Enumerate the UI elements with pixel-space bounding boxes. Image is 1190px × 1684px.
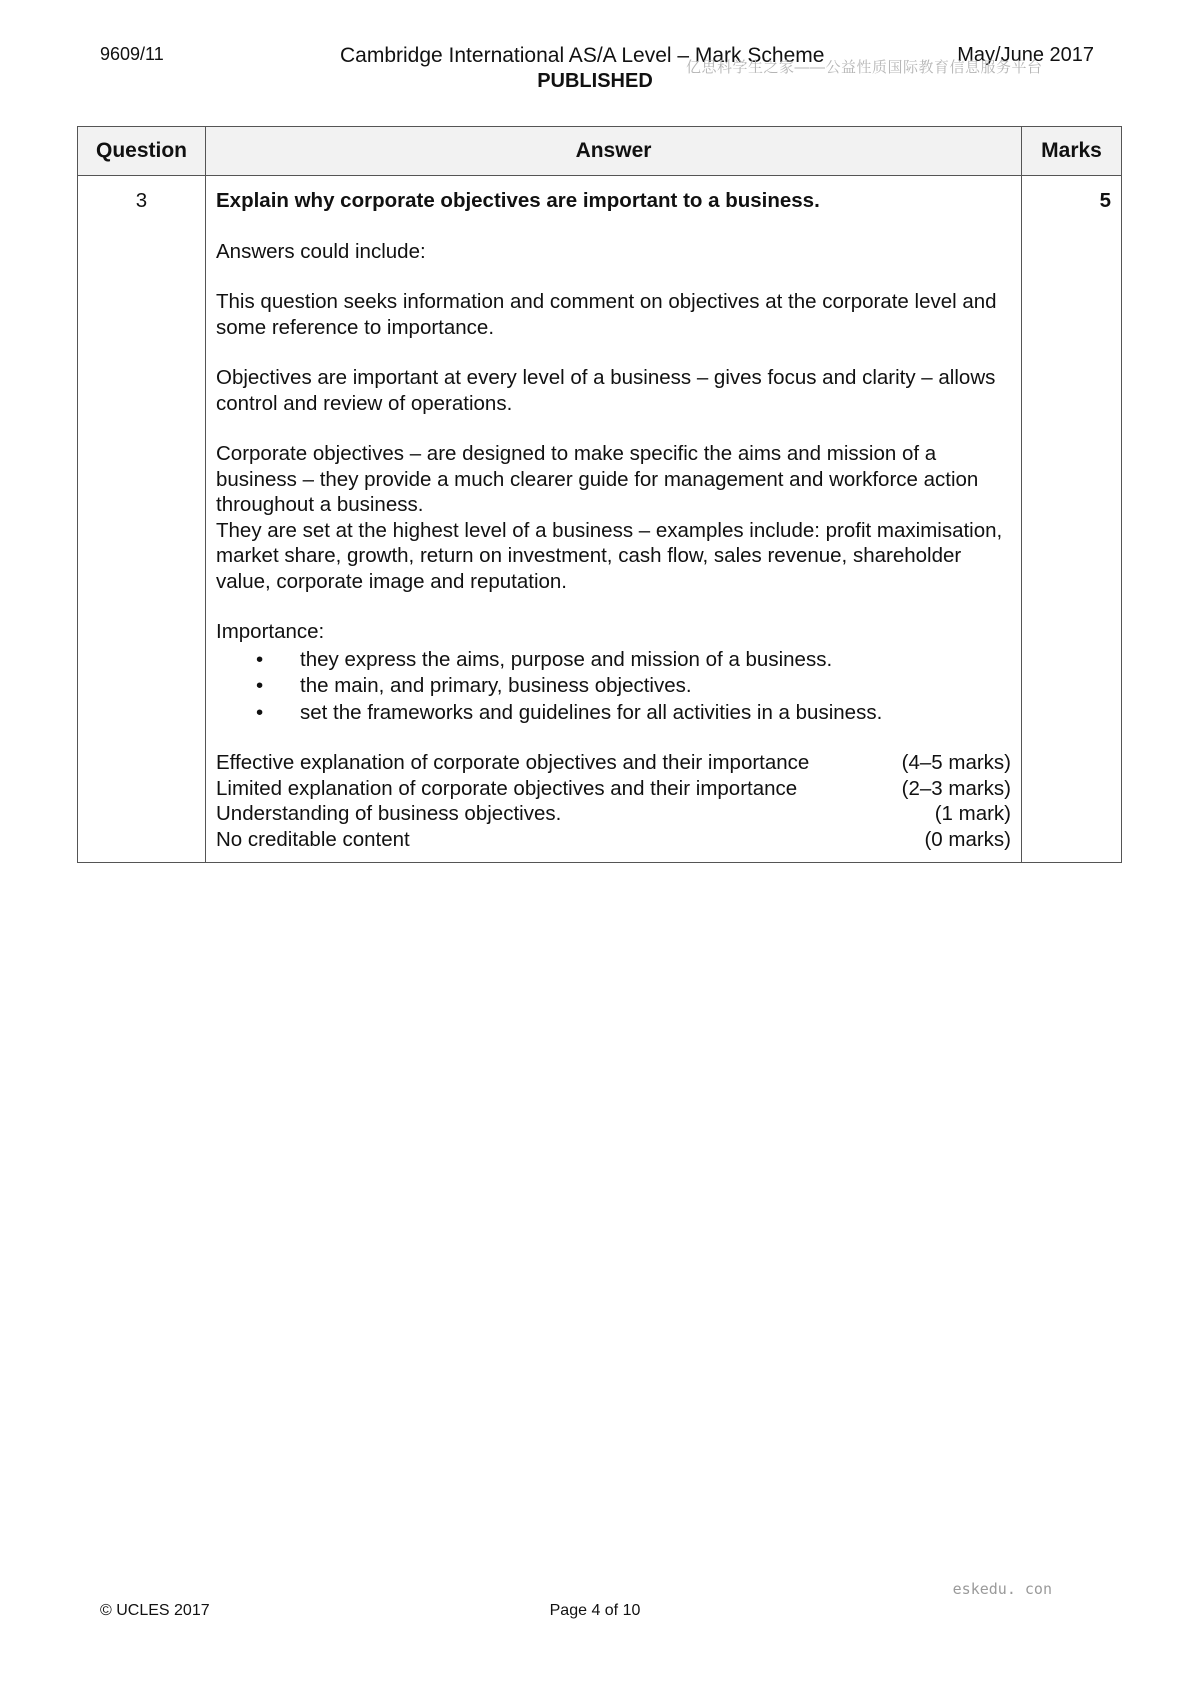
marks-column-header: Marks	[1022, 127, 1122, 176]
level-descriptor: Understanding of business objectives.	[216, 802, 562, 825]
question-prompt: Explain why corporate objectives are important to a business.	[216, 189, 820, 212]
site-watermark: eskedu. con	[952, 1580, 1052, 1598]
bullet-icon: •	[256, 674, 264, 697]
mark-scheme-table	[77, 126, 1122, 863]
list-item	[216, 673, 1011, 699]
level-row	[216, 750, 1011, 776]
answer-paragraph: This question seeks information and comment on objectives at the corporate level and some reference to importance.	[216, 290, 997, 339]
table-header-row	[78, 127, 1122, 176]
table-row	[78, 176, 1122, 863]
question-marks: 5	[1022, 176, 1122, 863]
levels-of-response	[216, 750, 1011, 852]
level-descriptor: Effective explanation of corporate objectives and their importance	[216, 751, 810, 774]
answer-paragraph: Objectives are important at every level of a business – gives focus and clarity – allows control and review of operations.	[216, 366, 996, 415]
answer-cell	[206, 176, 1022, 863]
list-item-text: set the frameworks and guidelines for all activities in a business.	[300, 700, 883, 724]
answer-column-header: Answer	[206, 127, 1022, 176]
importance-heading: Importance:	[216, 620, 325, 643]
list-item	[216, 647, 1011, 673]
level-marks: (4–5 marks)	[901, 751, 1011, 774]
published-label: PUBLISHED	[537, 70, 653, 92]
level-marks: (2–3 marks)	[901, 776, 1011, 800]
answer-paragraph: Corporate objectives – are designed to make specific the aims and mission of a business – they provide a much clearer guide for management and workforce action throughout a business.	[216, 442, 979, 516]
watermark-text: 亿思科学生之家——公益性质国际教育信息服务平台	[686, 59, 1043, 76]
answer-paragraph: They are set at the highest level of a business – examples include: profit maximisation, market share, growth, return on investment, cash flow, sales revenue, shareholder value, corporate image and reputation.	[216, 518, 1003, 593]
page-number: Page 4 of 10	[549, 1602, 641, 1619]
paper-code: 9609/11	[100, 44, 164, 64]
bullet-icon: •	[256, 647, 264, 671]
level-descriptor: No creditable content	[216, 827, 410, 851]
list-item-text: they express the aims, purpose and mission of a business.	[300, 647, 833, 671]
level-marks: (0 marks)	[924, 827, 1011, 851]
answers-intro: Answers could include:	[216, 239, 426, 263]
exam-session: May/June 2017	[957, 44, 1094, 66]
copyright-notice: © UCLES 2017	[100, 1602, 210, 1619]
level-row	[216, 827, 1011, 853]
level-row	[216, 776, 1011, 802]
list-item	[216, 700, 1011, 726]
document-title: Cambridge International AS/A Level – Mark Scheme	[340, 44, 825, 67]
level-marks: (1 mark)	[934, 802, 1011, 825]
bullet-icon: •	[256, 700, 264, 724]
level-descriptor: Limited explanation of corporate objectives and their importance	[216, 776, 798, 800]
question-number: 3	[78, 176, 206, 863]
importance-list	[216, 647, 1011, 726]
list-item-text: the main, and primary, business objectives.	[300, 674, 692, 697]
level-row	[216, 801, 1011, 827]
question-column-header: Question	[78, 127, 206, 176]
